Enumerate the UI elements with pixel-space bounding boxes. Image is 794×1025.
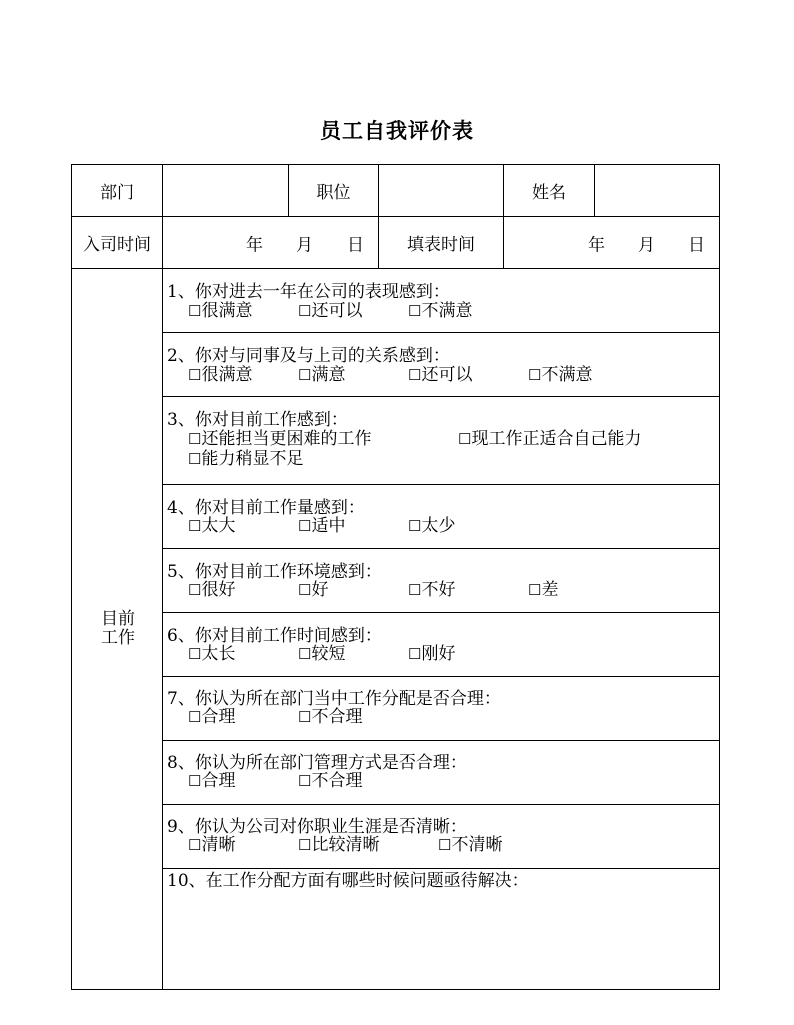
checkbox-icon: ☐ [298,581,312,599]
option-label: 很满意 [201,365,253,385]
option-checkbox[interactable] [188,302,252,321]
join-date-label: 入司时间 [83,235,151,255]
question-6 [164,613,719,676]
option-checkbox[interactable] [188,366,252,385]
option-label: 不满意 [541,365,593,385]
checkbox-icon: ☐ [188,772,202,790]
option-label: 太大 [201,516,236,536]
checkbox-icon: ☐ [408,645,422,663]
option-label: 清晰 [201,835,236,855]
checkbox-icon: ☐ [298,708,312,726]
question-text: 8、你认为所在部门管理方式是否合理： [167,753,467,773]
checkbox-icon: ☐ [298,836,312,854]
fill-date-label: 填表时间 [407,235,475,255]
option-checkbox[interactable] [298,302,362,321]
option-checkbox[interactable] [298,708,362,727]
position-label: 职位 [316,183,351,203]
option-checkbox[interactable] [408,302,472,321]
question-1 [164,269,719,332]
question-text: 1、你对进去一年在公司的表现感到： [167,282,450,302]
day-label: 日 [347,235,364,255]
question-text: 2、你对与同事及与上司的关系感到： [167,346,450,366]
option-label: 很满意 [201,301,253,321]
position-value-field[interactable] [379,165,503,216]
evaluation-form [71,164,720,990]
option-label: 还可以 [421,365,473,385]
question-5 [164,549,719,612]
option-checkbox[interactable] [188,708,235,727]
section-label-line1: 目前 [101,609,135,629]
option-label: 满意 [311,365,346,385]
name-value-field[interactable] [595,165,719,216]
checkbox-icon: ☐ [528,366,542,384]
option-checkbox[interactable] [408,645,455,664]
checkbox-icon: ☐ [188,450,202,468]
option-label: 刚好 [421,644,456,664]
question-text: 10、在工作分配方面有哪些时候问题亟待解决： [167,871,529,891]
checkbox-icon: ☐ [408,366,422,384]
checkbox-icon: ☐ [528,581,542,599]
option-checkbox[interactable] [298,366,345,385]
form-title: 员工自我评价表 [320,119,474,143]
option-checkbox[interactable] [298,772,362,791]
dept-label: 部门 [100,183,134,203]
question-4 [164,485,719,548]
fill-date-field[interactable] [504,217,719,268]
option-label: 比较清晰 [311,835,380,855]
option-label: 太少 [421,516,456,536]
checkbox-icon: ☐ [438,836,452,854]
option-checkbox[interactable] [298,836,379,855]
option-label: 合理 [201,707,236,727]
option-label: 合理 [201,771,236,791]
checkbox-icon: ☐ [408,517,422,535]
checkbox-icon: ☐ [458,430,472,448]
checkbox-icon: ☐ [188,430,202,448]
dept-value-field[interactable] [163,165,288,216]
name-label: 姓名 [532,183,566,203]
question-text: 7、你认为所在部门当中工作分配是否合理： [167,689,501,709]
checkbox-icon: ☐ [298,302,312,320]
option-checkbox[interactable] [528,581,558,600]
checkbox-icon: ☐ [188,645,202,663]
question-10[interactable] [164,869,719,989]
checkbox-icon: ☐ [188,517,202,535]
option-label: 还能担当更困难的工作 [201,429,372,449]
question-2 [164,333,719,396]
option-checkbox[interactable] [438,836,502,855]
checkbox-icon: ☐ [298,645,312,663]
option-checkbox[interactable] [188,430,371,449]
question-9 [164,805,719,868]
year-label: 年 [588,235,605,255]
option-label: 不好 [421,580,456,600]
option-label: 不满意 [421,301,473,321]
option-checkbox[interactable] [188,517,235,536]
join-date-field[interactable] [163,217,378,268]
month-label: 月 [638,235,655,255]
option-label: 能力稍显不足 [201,449,304,469]
option-checkbox[interactable] [298,645,345,664]
day-label: 日 [688,235,705,255]
column-divider [162,165,163,989]
option-label: 较短 [311,644,346,664]
checkbox-icon: ☐ [408,302,422,320]
checkbox-icon: ☐ [188,302,202,320]
option-checkbox[interactable] [458,430,641,449]
checkbox-icon: ☐ [188,581,202,599]
option-checkbox[interactable] [188,450,303,469]
option-checkbox[interactable] [408,581,455,600]
checkbox-icon: ☐ [298,517,312,535]
option-checkbox[interactable] [188,645,235,664]
option-label: 差 [541,580,559,600]
option-label: 还可以 [311,301,363,321]
checkbox-icon: ☐ [188,836,202,854]
option-label: 现工作正适合自己能力 [471,429,642,449]
year-label: 年 [246,235,263,255]
question-8 [164,741,719,804]
option-checkbox[interactable] [408,366,472,385]
section-label-line2: 工作 [101,628,135,648]
checkbox-icon: ☐ [408,581,422,599]
question-text: 9、你认为公司对你职业生涯是否清晰： [167,817,467,837]
option-checkbox[interactable] [188,836,235,855]
month-label: 月 [296,235,313,255]
question-text: 3、你对目前工作感到： [167,410,348,430]
checkbox-icon: ☐ [298,366,312,384]
checkbox-icon: ☐ [298,772,312,790]
question-text: 4、你对目前工作量感到： [167,498,365,518]
option-label: 很好 [201,580,236,600]
option-checkbox[interactable] [528,366,592,385]
question-text: 6、你对目前工作时间感到： [167,626,382,646]
option-checkbox[interactable] [188,772,235,791]
question-3 [164,397,719,484]
option-label: 适中 [311,516,346,536]
section-label [72,610,164,648]
option-checkbox[interactable] [298,581,328,600]
checkbox-icon: ☐ [188,366,202,384]
option-checkbox[interactable] [188,581,235,600]
question-7 [164,677,719,740]
checkbox-icon: ☐ [188,708,202,726]
option-checkbox[interactable] [298,517,345,536]
option-label: 不合理 [311,707,363,727]
option-checkbox[interactable] [408,517,455,536]
option-label: 好 [311,580,329,600]
option-label: 不清晰 [451,835,503,855]
option-label: 不合理 [311,771,363,791]
option-label: 太长 [201,644,236,664]
question-text: 5、你对目前工作环境感到： [167,562,382,582]
